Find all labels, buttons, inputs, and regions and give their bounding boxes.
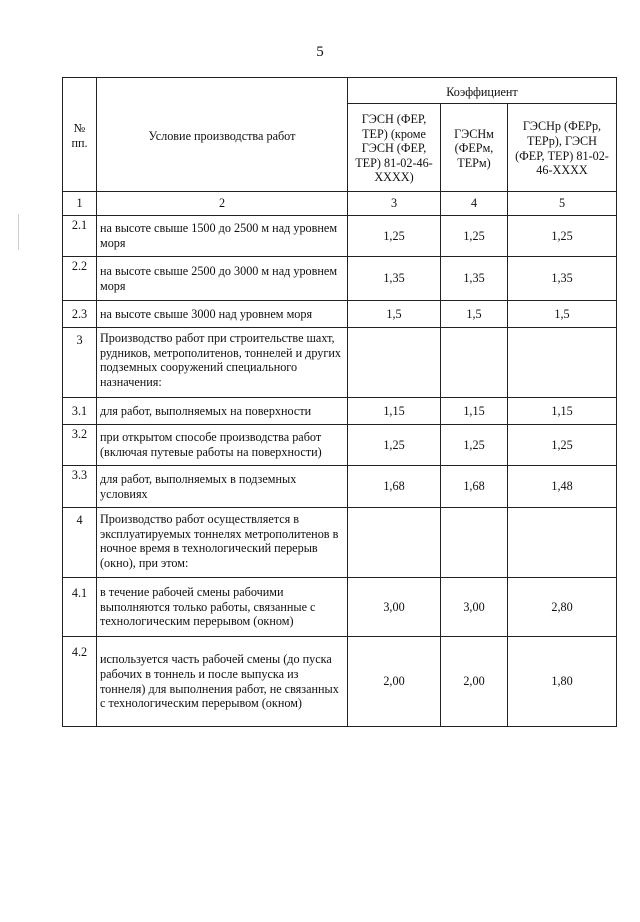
row-value-gesnm: 1,25 — [441, 216, 508, 257]
row-value-gesn: 1,68 — [348, 466, 441, 508]
row-value-gesn — [348, 508, 441, 578]
row-value-gesnm: 2,00 — [441, 637, 508, 727]
header-row-main — [63, 78, 617, 104]
row-condition: на высоте свыше 3000 над уровнем моря — [97, 301, 348, 328]
row-number: 3.3 — [63, 466, 97, 508]
row-value-gesnr: 1,48 — [508, 466, 617, 508]
row-condition: при открытом способе производства работ (включая путевые работы на поверхности) — [97, 425, 348, 466]
row-value-gesn: 1,25 — [348, 216, 441, 257]
row-value-gesnr: 1,25 — [508, 216, 617, 257]
row-number: 2.1 — [63, 216, 97, 257]
row-condition: Производство работ осуществляется в эксплуатируемых тоннелях метрополитенов в ночное время в технологический перерыв (окно), при этом: — [97, 508, 348, 578]
table-row — [63, 578, 617, 637]
row-condition: для работ, выполняемых на поверхности — [97, 398, 348, 425]
row-condition: на высоте свыше 2500 до 3000 м над уровнем моря — [97, 257, 348, 301]
row-number: 2.3 — [63, 301, 97, 328]
row-number: 4.1 — [63, 578, 97, 637]
row-value-gesnr — [508, 508, 617, 578]
table-row — [63, 466, 617, 508]
row-value-gesnm — [441, 328, 508, 398]
row-condition: Производство работ при строительстве шахт, рудников, метрополитенов, тоннелей и других подземных сооружений специального назначения: — [97, 328, 348, 398]
row-value-gesnm: 1,35 — [441, 257, 508, 301]
header-condition: Условие производства работ — [97, 78, 348, 192]
row-value-gesn: 3,00 — [348, 578, 441, 637]
row-value-gesn: 1,15 — [348, 398, 441, 425]
row-value-gesnm: 1,25 — [441, 425, 508, 466]
row-value-gesn: 2,00 — [348, 637, 441, 727]
row-condition: на высоте свыше 1500 до 2500 м над уровнем моря — [97, 216, 348, 257]
row-number: 3.1 — [63, 398, 97, 425]
table-row — [63, 257, 617, 301]
row-value-gesn: 1,35 — [348, 257, 441, 301]
row-value-gesnr — [508, 328, 617, 398]
row-value-gesn: 1,25 — [348, 425, 441, 466]
row-value-gesnm: 1,68 — [441, 466, 508, 508]
header-sub-gesn: ГЭСН (ФЕР, ТЕР) (кроме ГЭСН (ФЕР, ТЕР) 81-02-46-XXXX) — [348, 104, 441, 192]
row-value-gesn — [348, 328, 441, 398]
column-number: 2 — [97, 192, 348, 216]
table-row — [63, 216, 617, 257]
row-value-gesn: 1,5 — [348, 301, 441, 328]
column-number: 5 — [508, 192, 617, 216]
row-value-gesnm: 1,5 — [441, 301, 508, 328]
column-number: 3 — [348, 192, 441, 216]
row-value-gesnr: 2,80 — [508, 578, 617, 637]
row-value-gesnr: 1,5 — [508, 301, 617, 328]
table-row — [63, 425, 617, 466]
column-number: 1 — [63, 192, 97, 216]
row-condition: в течение рабочей смены рабочими выполняются только работы, связанные с технологическим перерывом (окном) — [97, 578, 348, 637]
header-sub-gesnm: ГЭСНм (ФЕРм, ТЕРм) — [441, 104, 508, 192]
table-row — [63, 398, 617, 425]
table-row — [63, 637, 617, 727]
row-value-gesnm: 3,00 — [441, 578, 508, 637]
table-row — [63, 508, 617, 578]
row-value-gesnm — [441, 508, 508, 578]
row-number: 4.2 — [63, 637, 97, 727]
table-row — [63, 328, 617, 398]
row-value-gesnr: 1,25 — [508, 425, 617, 466]
header-num: № пп. — [63, 78, 97, 192]
page-number: 5 — [316, 44, 324, 60]
row-number: 4 — [63, 508, 97, 578]
scan-margin-mark — [18, 214, 19, 250]
row-value-gesnm: 1,15 — [441, 398, 508, 425]
row-number: 3 — [63, 328, 97, 398]
row-value-gesnr: 1,35 — [508, 257, 617, 301]
row-value-gesnr: 1,15 — [508, 398, 617, 425]
column-number: 4 — [441, 192, 508, 216]
row-number: 2.2 — [63, 257, 97, 301]
header-coefficient: Коэффициент — [348, 78, 617, 104]
coefficient-table — [62, 77, 617, 727]
column-number-row — [63, 192, 617, 216]
row-value-gesnr: 1,80 — [508, 637, 617, 727]
header-sub-gesnr: ГЭСНр (ФЕРр, ТЕРр), ГЭСН (ФЕР, ТЕР) 81-02-46-XXXX — [508, 104, 617, 192]
row-condition: для работ, выполняемых в подземных условиях — [97, 466, 348, 508]
row-number: 3.2 — [63, 425, 97, 466]
table-row — [63, 301, 617, 328]
row-condition: используется часть рабочей смены (до пуска рабочих в тоннель и после выпуска из тоннеля) для выполнения работ, не связанных с технологическим перерывом (окном) — [97, 637, 348, 727]
